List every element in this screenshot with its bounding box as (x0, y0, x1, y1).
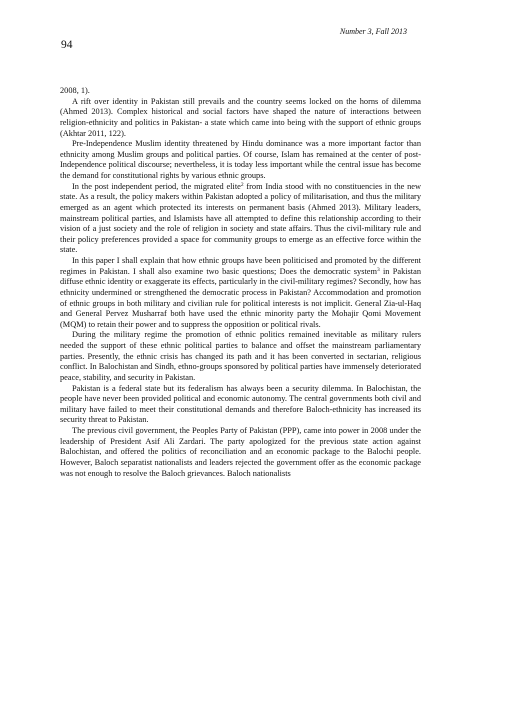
paragraph-pre-independence: Pre-Independence Muslim identity threatened by Hindu dominance was a more important factor than ethnicity among Muslim groups and political parties. Of course, Islam has remained at the center of post-Independence political discourse; nevertheless, it is today less important while the central issue has become the demand for constitutional rights by various ethnic groups. (60, 139, 421, 180)
paragraph-federalism: Pakistan is a federal state but its federalism has always been a security dilemma. In Balochistan, the people have never been provided political and economic autonomy. The central governments both civil and military have failed to meet their constitutional demands and therefore Baloch-ethnicity has increased its security threat to Pakistan. (60, 383, 421, 425)
paragraph-ppp-government: The previous civil government, the Peoples Party of Pakistan (PPP), came into power in 2008 under the leadership of President Asif Ali Zardari. The party apologized for the previous state action against Balochistan, and offered the politics of reconciliation and an economic package to the Balochi people. However, Baloch separatist nationalists and leaders rejected the government offer as the economic package was not enough to resolve the Baloch grievances. Baloch nationalists (60, 426, 421, 478)
paragraph-post-independence (60, 182, 421, 256)
footnote-marker: 2 (240, 181, 244, 188)
paragraph-text: from India stood with no constituencies in the new state. As a result, the policy makers within Pakistan adopted a policy of militarisation, and thus the military emerged as an agent which protected its interests on permanent basis (Ahmed 2013). Military leaders, mainstream political parties, and Islamists have all attempted to define this relationship according to their vision of a just society and the role of religion in society and state affairs. Thus the civil-military rule and their policy preferences provided a space for community groups to emerge as an effective force within the state. (60, 181, 422, 255)
paragraph-text: In the post independent period, the migrated elite (72, 181, 241, 191)
paragraph-identity-rift: A rift over identity in Pakistan still prevails and the country seems locked on the horns of dilemma (Ahmed 2013). Complex historical and social factors have shaped the nature of interactions between religion-ethnicity and politics in Pakistan- a state which came into being with the support of ethnic groups (Akhtar 2011, 122). (60, 96, 421, 138)
paragraph-research-questions (60, 256, 421, 330)
journal-header: Number 3, Fall 2013 (339, 27, 407, 36)
footnote-marker: 3 (376, 266, 380, 273)
body-text (60, 86, 421, 479)
paragraph-continuation: 2008, 1). (60, 86, 90, 95)
paragraph-text: In this paper I shall explain that how ethnic groups have been politicised and promoted by the different regimes in Pakistan. I shall also examine two basic questions; Does the democratic system (60, 256, 421, 276)
paragraph-text: in Pakistan diffuse ethnic identity or exaggerate its effects, particularly in the civil-military regimes? Secondly, how has ethnicity undermined or strengthened the democratic process in Pakistan? Accommodation and promotion of ethnic groups in both military and civilian rule for political interests is not implicit. General Zia-ul-Haq and General Pervez Musharraf both have used the ethnic minority party the Mohajir Qomi Movement (MQM) to retain their power and to suppress the opposition or political rivals. (60, 266, 422, 329)
paragraph-military-regime: During the military regime the promotion of ethnic politics remained inevitable as military rulers needed the support of these ethnic political parties to balance and offset the mainstream parliamentary parties. Presently, the ethnic crisis has changed its path and it has been converted in sectarian, religious conflict. In Balochistan and Sindh, ethno-groups sponsored by political parties have immensely deteriorated peace, stability, and security in Pakistan. (60, 330, 421, 382)
page-number: 94 (61, 39, 73, 51)
